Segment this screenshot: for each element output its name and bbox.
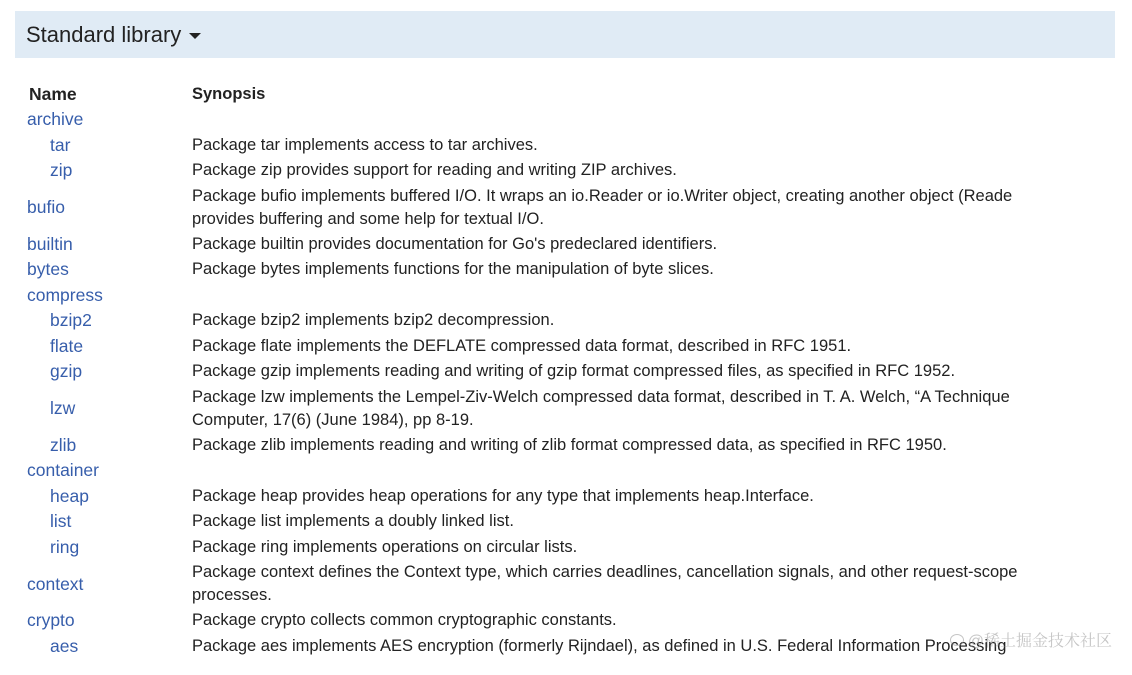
synopsis-line: Package ring implements operations on circular lists. (192, 537, 578, 556)
package-name-cell (27, 636, 192, 657)
package-link-tar[interactable]: tar (50, 134, 71, 155)
package-link-bzip2[interactable]: bzip2 (50, 310, 92, 331)
package-name-cell (27, 511, 192, 532)
synopsis-line: Package aes implements AES encryption (formerly Rijndael), as defined in U.S. Federal Information Processing (192, 636, 1007, 655)
table-row (27, 484, 1132, 510)
package-name-cell (27, 336, 192, 357)
package-name-cell (27, 435, 192, 456)
package-name-cell (27, 259, 192, 280)
table-row (27, 385, 1132, 433)
table-row (27, 133, 1132, 159)
package-link-archive[interactable]: archive (27, 109, 84, 130)
package-name-cell (27, 574, 192, 595)
package-link-context[interactable]: context (27, 573, 84, 594)
watermark (950, 628, 1112, 651)
package-name-cell (27, 398, 192, 419)
table-row (27, 359, 1132, 385)
watermark-text: @稀土掘金技术社区 (967, 633, 1112, 650)
package-name-cell (27, 361, 192, 382)
table-row (27, 509, 1132, 535)
package-synopsis (192, 510, 1132, 533)
table-row (27, 158, 1132, 184)
package-synopsis (192, 233, 1132, 256)
synopsis-line: Package bzip2 implements bzip2 decompression. (192, 311, 555, 330)
package-synopsis (192, 335, 1132, 358)
synopsis-line: Package bufio implements buffered I/O. It wraps an io.Reader or io.Writer object, creating another object (Reade (192, 186, 1013, 205)
table-row (27, 184, 1132, 232)
table-row (27, 283, 1132, 309)
synopsis-line-2: Computer, 17(6) (June 1984), pp 8-19. (192, 410, 474, 429)
table-body (27, 107, 1132, 659)
package-link-container[interactable]: container (27, 460, 99, 481)
watermark-logo-icon (950, 634, 964, 646)
package-name-cell (27, 109, 192, 130)
synopsis-line: Package heap provides heap operations for any type that implements heap.Interface. (192, 486, 814, 505)
package-link-flate[interactable]: flate (50, 335, 84, 356)
package-table (27, 82, 1132, 659)
table-row (27, 308, 1132, 334)
package-link-aes[interactable]: aes (50, 635, 79, 656)
synopsis-line: Package bytes implements functions for the manipulation of byte slices. (192, 260, 714, 279)
package-name-cell (27, 460, 192, 481)
package-link-zip[interactable]: zip (50, 160, 73, 181)
synopsis-line: Package zlib implements reading and writing of zlib format compressed data, as specified in RFC 1950. (192, 435, 947, 454)
synopsis-line: Package builtin provides documentation for Go's predeclared identifiers. (192, 234, 718, 253)
synopsis-line: Package list implements a doubly linked list. (192, 512, 514, 531)
package-name-cell (27, 537, 192, 558)
standard-library-toggle[interactable] (15, 11, 1115, 58)
table-row (27, 433, 1132, 459)
table-row (27, 257, 1132, 283)
package-name-cell (27, 486, 192, 507)
package-synopsis (192, 360, 1132, 383)
package-synopsis (192, 561, 1132, 607)
table-row (27, 232, 1132, 258)
package-name-cell (27, 160, 192, 181)
package-link-zlib[interactable]: zlib (50, 434, 77, 455)
package-synopsis (192, 485, 1132, 508)
package-link-bufio[interactable]: bufio (27, 197, 65, 217)
synopsis-line: Package context defines the Context type, which carries deadlines, cancellation signals, and other request-scope (192, 563, 1018, 581)
package-synopsis (192, 159, 1132, 182)
package-link-gzip[interactable]: gzip (50, 361, 83, 382)
synopsis-line: Package lzw implements the Lempel-Ziv-Welch compressed data format, described in T. A. Welch, “A Technique (192, 387, 1010, 406)
synopsis-line: Package crypto collects common cryptographic constants. (192, 611, 617, 630)
package-link-list[interactable]: list (50, 511, 72, 532)
package-name-cell (27, 610, 192, 631)
package-name-cell (27, 234, 192, 255)
package-link-bytes[interactable]: bytes (27, 259, 69, 280)
package-synopsis (192, 185, 1132, 231)
synopsis-line: Package flate implements the DEFLATE compressed data format, described in RFC 1951. (192, 336, 852, 355)
section-title: Standard library (26, 21, 182, 47)
synopsis-line: Package gzip implements reading and writing of gzip format compressed files, as specified in RFC 1952. (192, 362, 956, 381)
table-row (27, 458, 1132, 484)
package-synopsis (192, 536, 1132, 559)
package-name-cell (27, 197, 192, 218)
table-row (27, 107, 1132, 133)
package-name-cell (27, 135, 192, 156)
package-link-builtin[interactable]: builtin (27, 233, 73, 254)
synopsis-line: Package tar implements access to tar archives. (192, 135, 538, 154)
package-link-ring[interactable]: ring (50, 536, 80, 557)
name-column-header: Name (29, 84, 77, 104)
package-link-crypto[interactable]: crypto (27, 610, 75, 631)
synopsis-line-2: processes. (192, 586, 272, 604)
package-link-lzw[interactable]: lzw (50, 398, 76, 418)
package-link-heap[interactable]: heap (50, 485, 89, 506)
table-row (27, 560, 1132, 608)
package-synopsis (192, 434, 1132, 457)
package-synopsis (192, 386, 1132, 432)
package-synopsis (192, 134, 1132, 157)
package-name-cell (27, 310, 192, 331)
synopsis-line: Package zip provides support for reading and writing ZIP archives. (192, 161, 677, 180)
package-synopsis (192, 309, 1132, 332)
caret-down-icon (189, 33, 201, 39)
package-link-compress[interactable]: compress (27, 284, 103, 305)
table-row (27, 334, 1132, 360)
package-synopsis (192, 258, 1132, 281)
package-name-cell (27, 285, 192, 306)
table-row (27, 535, 1132, 561)
synopsis-line-2: provides buffering and some help for textual I/O. (192, 209, 544, 228)
synopsis-column-header: Synopsis (192, 85, 266, 103)
table-header (27, 82, 1132, 107)
